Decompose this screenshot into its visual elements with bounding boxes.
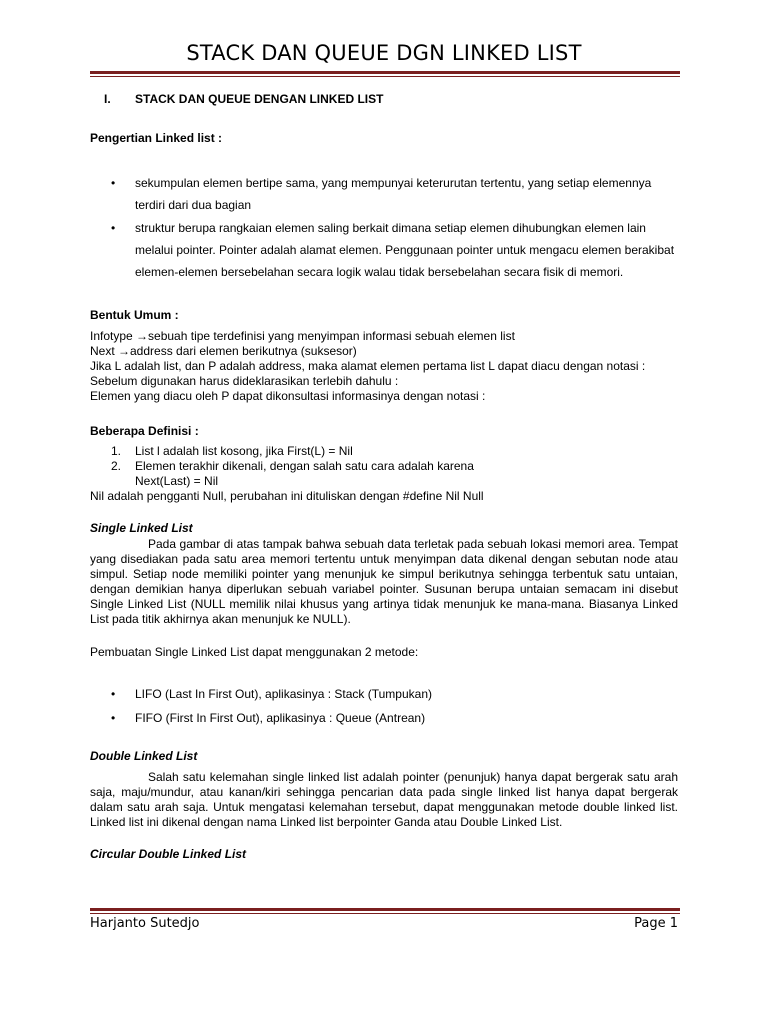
list-item	[90, 707, 678, 729]
header-rule	[90, 71, 680, 77]
list-item-text: struktur berupa rangkaian elemen saling berkait dimana setiap elemen dihubungkan elemen lain melalui pointer. Pointer adalah alamat elemen. Penggunaan pointer untuk mengacu elemen berakibat elemen-elemen bersebelahan secara logik walau tidak bersebelahan secara fisik di memori.	[135, 221, 675, 279]
list-item	[90, 217, 678, 283]
list-item-text: LIFO (Last In First Out), aplikasinya : Stack (Tumpukan)	[135, 687, 432, 701]
list-item	[90, 683, 678, 705]
single-linked-heading: Single Linked List	[90, 521, 193, 535]
definisi-note: Nil adalah pengganti Null, perubahan ini dituliskan dengan #define Nil Null	[90, 489, 484, 503]
page-number: Page 1	[634, 916, 678, 931]
text-line: Sebelum digunakan harus dideklarasikan terlebih dahulu :	[90, 374, 399, 388]
bullet-icon: •	[111, 687, 116, 701]
bullet-icon: •	[111, 711, 116, 725]
section-title: STACK DAN QUEUE DENGAN LINKED LIST	[135, 92, 384, 106]
bentuk-umum-heading: Bentuk Umum :	[90, 308, 179, 322]
text-line: Elemen yang diacu oleh P dapat dikonsultasi informasinya dengan notasi :	[90, 389, 486, 403]
double-linked-heading: Double Linked List	[90, 749, 198, 763]
pengertian-heading: Pengertian Linked list :	[90, 131, 223, 145]
list-item-text: Elemen terakhir dikenali, dengan salah satu cara adalah karena	[135, 459, 474, 473]
text-line: Infotype →sebuah tipe terdefinisi yang menyimpan informasi sebuah elemen list	[90, 329, 515, 343]
footer-rule	[90, 908, 680, 914]
single-linked-paragraph: Pada gambar di atas tampak bahwa sebuah data terletak pada sebuah lokasi memori area. Tempat yang disediakan pada satu area memori tertentu untuk menyimpan data dikenal dengan sebutan node atau simpul. Setiap node memiliki pointer yang menunjuk ke simpul berikutnya sehingga terbentuk satu untaian, dengan demikian hanya diperlukan sebuah variabel pointer. Susunan berupa untaian semacam ini disebut Single Linked List (NULL memilik nilai khusus yang artinya tidak menunjuk ke mana-mana. Biasanya Linked List pada titik akhirnya akan menunjuk ke NULL).	[90, 537, 678, 626]
list-item	[90, 172, 678, 216]
document-body	[90, 90, 678, 862]
section-number: I.	[104, 92, 111, 106]
double-linked-paragraph: Salah satu kelemahan single linked list adalah pointer (penunjuk) hanya dapat bergerak satu arah saja, maju/mundur, atau kanan/kiri sehingga pencarian data pada single linked list hanya dapat bergerak dalam satu arah saja. Untuk mengatasi kelemahan tersebut, dapat menggunakan metode double linked list. Linked list ini dikenal dengan nama Linked list berpointer Ganda atau Double Linked List.	[90, 770, 678, 829]
bullet-icon: •	[111, 221, 116, 235]
text-line: Jika L adalah list, dan P adalah address, maka alamat elemen pertama list L dapat diacu dengan notasi :	[90, 359, 646, 373]
method-list	[90, 683, 678, 729]
text-line: Next →address dari elemen berikutnya (suksesor)	[90, 344, 357, 358]
bullet-icon: •	[111, 176, 116, 190]
single-method-intro: Pembuatan Single Linked List dapat menggunakan 2 metode:	[90, 645, 419, 659]
circular-linked-heading: Circular Double Linked List	[90, 847, 247, 861]
list-item-text: List l adalah list kosong, jika First(L) = Nil	[135, 444, 353, 458]
list-item-text: FIFO (First In First Out), aplikasinya : Queue (Antrean)	[135, 711, 426, 725]
list-item	[90, 459, 678, 489]
list-item-text-cont: Next(Last) = Nil	[135, 474, 219, 488]
footer-author: Harjanto Sutedjo	[90, 916, 200, 931]
definisi-heading: Beberapa Definisi :	[90, 424, 199, 438]
list-number: 1.	[111, 444, 122, 458]
list-number: 2.	[111, 459, 122, 473]
list-item-text: sekumpulan elemen bertipe sama, yang mempunyai keterurutan tertentu, yang setiap elemennya terdiri dari dua bagian	[135, 176, 652, 212]
definisi-list	[90, 444, 678, 489]
document-title: STACK DAN QUEUE DGN LINKED LIST	[186, 41, 582, 65]
section-heading	[90, 92, 678, 107]
bentuk-umum-block	[90, 329, 678, 404]
pengertian-list	[90, 172, 678, 283]
list-item	[90, 444, 678, 459]
